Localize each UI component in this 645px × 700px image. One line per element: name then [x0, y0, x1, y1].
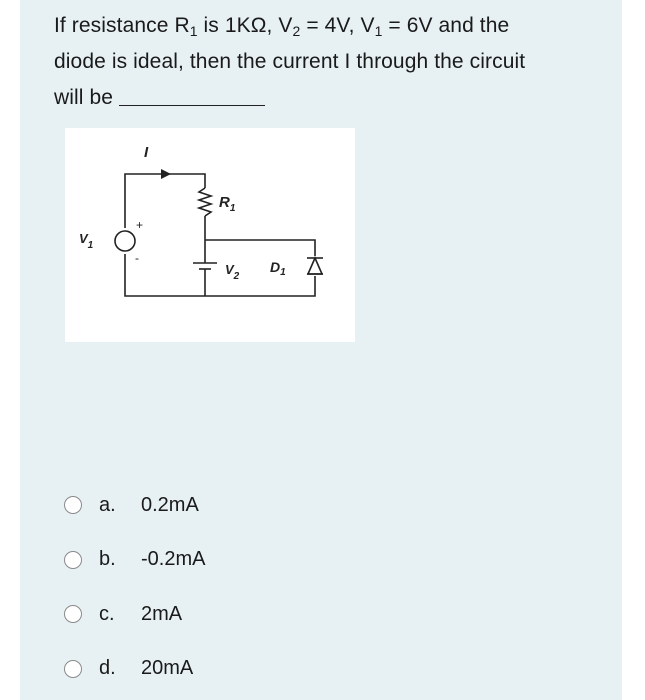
option-letter: b.	[99, 548, 116, 571]
answer-options	[64, 478, 205, 696]
question-line-1	[54, 8, 614, 44]
option-d[interactable]	[64, 642, 205, 697]
option-letter: a.	[99, 493, 116, 516]
resistor-r1-symbol	[199, 188, 211, 216]
option-text: -0.2mA	[141, 548, 206, 571]
option-text: 0.2mA	[141, 493, 199, 516]
option-letter: c.	[99, 602, 115, 625]
subscript: 2	[292, 23, 301, 39]
option-text: 2mA	[141, 602, 183, 625]
radio-button-icon[interactable]	[64, 496, 82, 514]
current-arrow-icon	[161, 169, 171, 179]
wire-diode-branch	[205, 240, 315, 256]
label-v1-plus: +	[136, 218, 144, 232]
label-v1: $V_1$	[79, 231, 94, 251]
radio-button-icon[interactable]	[64, 551, 82, 569]
label-current: I	[144, 144, 149, 161]
circuit-svg	[65, 128, 355, 342]
question-text	[54, 8, 614, 116]
question-fragment: = 4V, V	[300, 14, 375, 37]
diode-triangle	[308, 258, 322, 274]
label-r1: $R_1$	[219, 194, 236, 214]
subscript: 1	[374, 23, 383, 39]
wire-diode-return	[205, 276, 315, 296]
v1-source-symbol	[115, 231, 135, 251]
circuit-diagram	[65, 128, 355, 342]
question-line-3	[54, 80, 614, 116]
option-a[interactable]	[64, 478, 205, 533]
question-fragment: will be	[54, 86, 114, 109]
label-v2: $V_2$	[225, 262, 240, 282]
option-letter: d.	[99, 657, 116, 680]
answer-blank	[119, 85, 265, 106]
question-card	[20, 0, 622, 700]
question-fragment: If resistance R	[54, 14, 190, 37]
label-d1: $D_1$	[270, 259, 286, 278]
option-text: 20mA	[141, 657, 194, 680]
option-c[interactable]	[64, 587, 205, 642]
option-b[interactable]	[64, 533, 205, 588]
radio-button-icon[interactable]	[64, 660, 82, 678]
question-line-2: diode is ideal, then the current I through the circuit	[54, 50, 526, 73]
label-v1-minus: -	[135, 251, 139, 265]
question-fragment: = 6V and the	[382, 14, 510, 37]
question-fragment: is 1KΩ, V	[197, 14, 293, 37]
radio-button-icon[interactable]	[64, 605, 82, 623]
subscript: 1	[189, 23, 198, 39]
